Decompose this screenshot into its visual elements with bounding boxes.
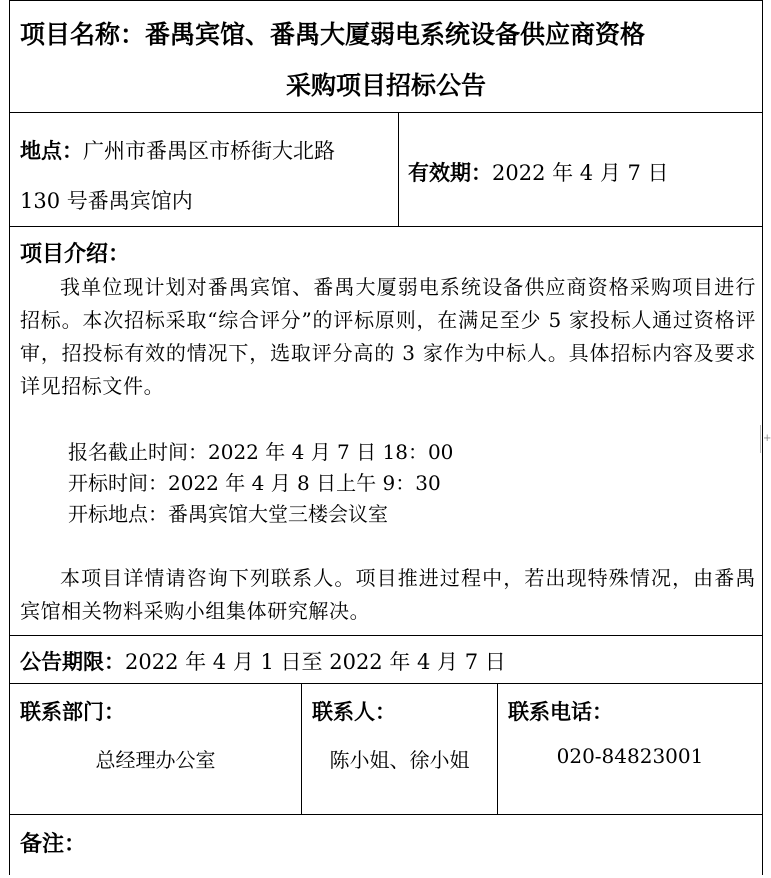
period-row [10,636,762,684]
location-value-2: 130 号番禺宾馆内 [20,189,193,213]
title-text-2: 采购项目招标公告 [285,71,486,100]
schedule-deadline: 报名截止时间：2022 年 4 月 7 日 18：00 [68,440,454,464]
title-row [10,0,762,113]
location-label: 地点： [20,138,83,163]
location-line-1 [20,135,335,165]
dept-label: 联系部门： [20,699,125,724]
margin-marker [760,425,769,453]
intro-body: 我单位现计划对番禺宾馆、番禺大厦弱电系统设备供应商资格采购项目进行招标。本次招标采取“综合评分”的评标原则，在满足至少 5 家投标人通过资格评审，招投标有效的情况下，选取评分高的 3 家作为中标人。具体招标内容及要求详见招标文件。 [20,275,756,398]
period-line [20,646,506,676]
person-cell [302,684,498,814]
title-text-1: 番禺宾馆、番禺大厦弱电系统设备供应商资格 [145,20,646,49]
validity-value: 2022 年 4 月 7 日 [492,161,669,185]
phone-label: 联系电话： [508,699,613,724]
schedule-opening-place: 开标地点：番禺宾馆大堂三楼会议室 [68,502,388,526]
phone-cell [498,684,762,814]
validity-cell [399,113,762,226]
remarks-row [10,815,762,875]
plus-icon: + [763,433,771,444]
title-line-1 [20,15,645,51]
announcement-table [9,0,763,875]
location-row [10,113,762,227]
contact-note: 本项目详情请咨询下列联系人。项目推进过程中，若出现特殊情况，由番禺宾馆相关物料采购小组集体研究解决。 [20,566,756,623]
location-cell [10,113,399,226]
person-label: 联系人： [312,699,396,724]
validity-line [408,157,669,187]
phone-value: 020-84823001 [556,744,704,768]
remarks-label: 备注： [20,831,87,857]
period-value: 2022 年 4 月 1 日至 2022 年 4 月 7 日 [125,650,506,674]
dept-value: 总经理办公室 [95,748,216,772]
period-label: 公告期限： [20,649,125,674]
location-value-1: 广州市番禺区市桥街大北路 [83,139,335,163]
person-value: 陈小姐、徐小姐 [329,748,470,772]
intro-row [10,227,762,636]
intro-label: 项目介绍： [20,241,131,267]
contacts-row [10,684,762,815]
title-label: 项目名称： [20,20,146,49]
dept-cell [10,684,302,814]
validity-label: 有效期： [408,160,492,185]
schedule-opening-time: 开标时间：2022 年 4 月 8 日上午 9：30 [68,471,441,495]
